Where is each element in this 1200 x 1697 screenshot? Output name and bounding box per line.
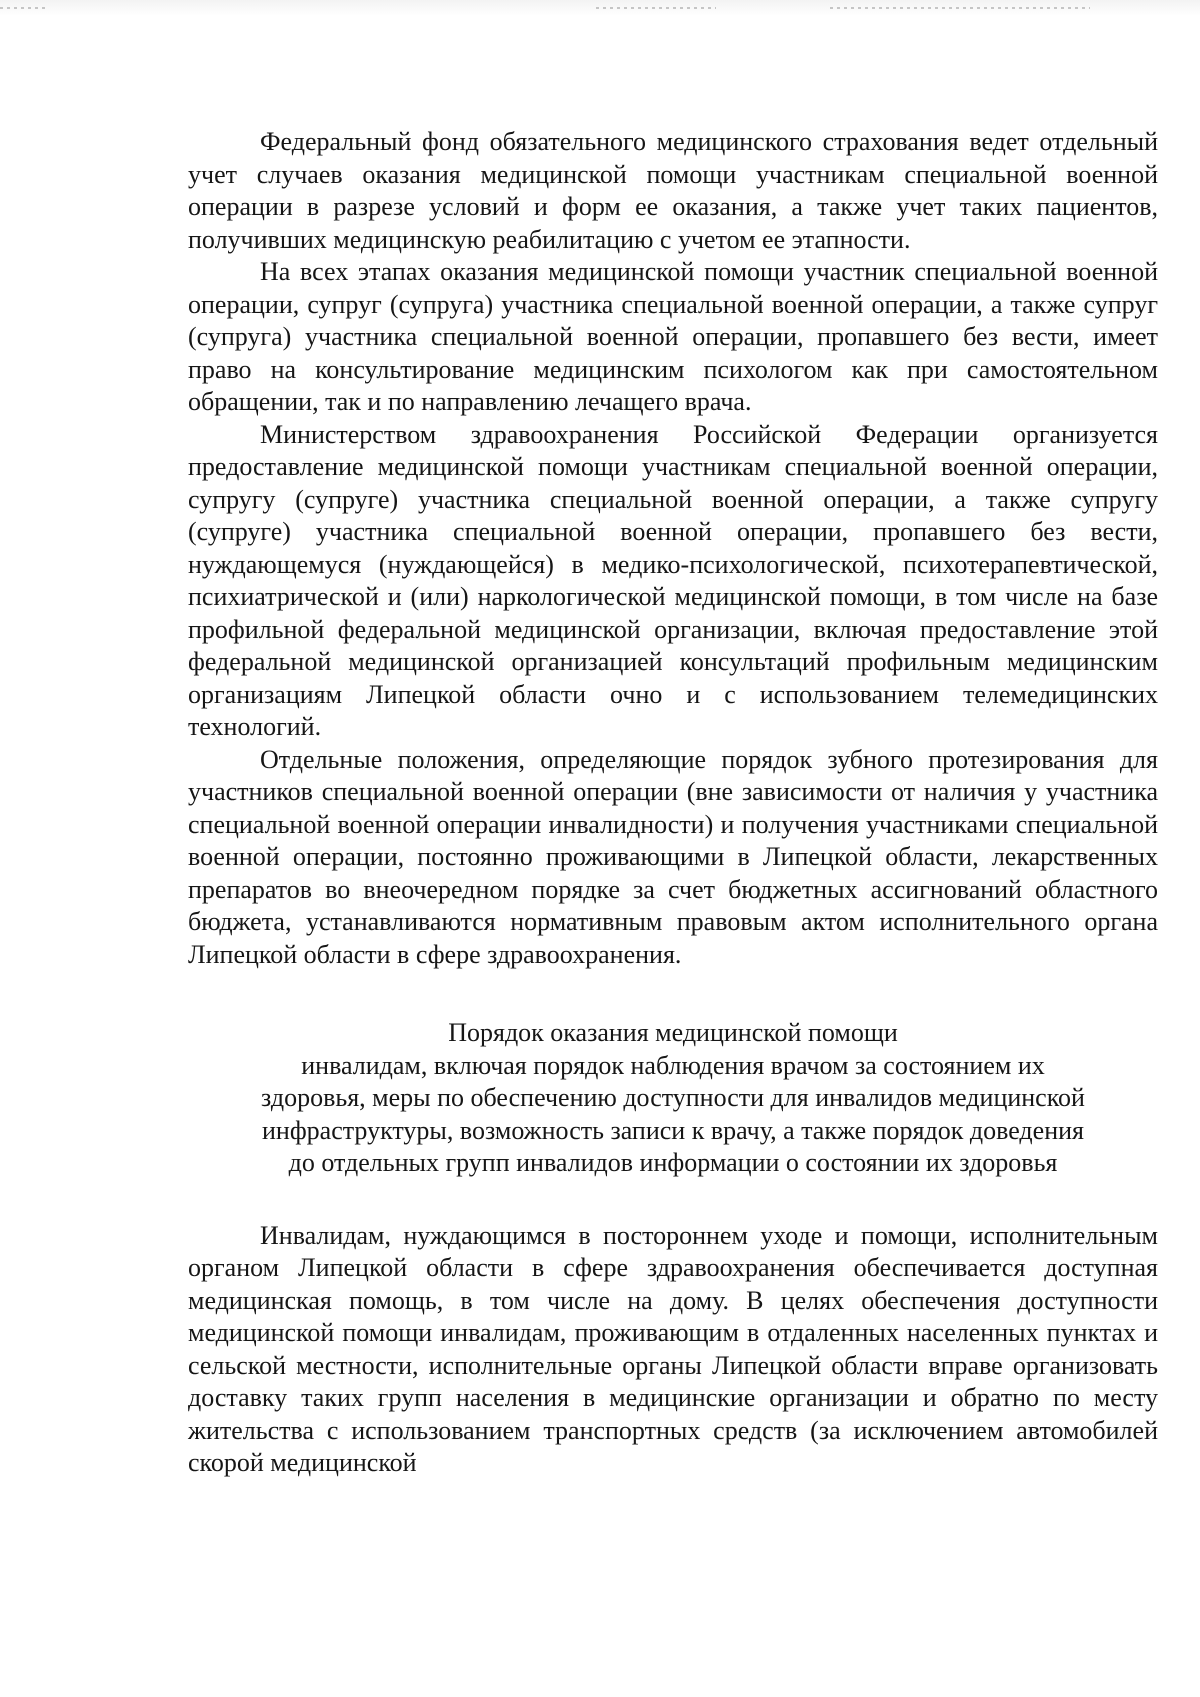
paragraph-ministry-health-care: Министерством здравоохранения Российской Федерации организуется предоставление медицинской помощи участникам специальной военной операции, супругу (супруге) участника специальной военной операции, а также супругу (супруге) участника специальной военной операции, пропавшего без вести, нуждающемуся (нуждающейся) в медико-психологической, психотерапевтической, психиатрической и (или) наркологической медицинской помощи, в том числе на базе профильной федеральной медицинской организации, включая предоставление этой федеральной медицинской организацией консультаций профильным медицинским организациям Липецкой области очно и с использованием телемедицинских технологий.	[188, 419, 1158, 741]
paragraph-disabled-care: Инвалидам, нуждающимся в постороннем уходе и помощи, исполнительным органом Липецкой области в сфере здравоохранения обеспечивается доступная медицинская помощь, в том числе на дому. В целях обеспечения доступности медицинской помощи инвалидам, проживающим в отдаленных населенных пунктах и сельской местности, исполнительные органы Липецкой области вправе организовать доставку таких групп населения в медицинские организации и обратно по месту жительства с использованием транспортных средств (за исключением автомобилей скорой медицинской	[188, 1220, 1158, 1477]
section-heading-line: инвалидам, включая порядок наблюдения врачом за состоянием их	[301, 1050, 1045, 1080]
paragraph-ffoms-accounting: Федеральный фонд обязательного медицинского страхования ведет отдельный учет случаев оказания медицинской помощи участникам специальной военной операции в разрезе условий и форм ее оказания, а также учет таких пациентов, получивших медицинскую реабилитацию с учетом ее этапности.	[188, 127, 1158, 254]
section-heading-line: инфраструктуры, возможность записи к врачу, а также порядок доведения	[262, 1115, 1084, 1145]
paragraph-dental-prosthetics: Отдельные положения, определяющие порядок зубного протезирования для участников специальной военной операции (вне зависимости от наличия у участника специальной военной операции инвалидности) и получения участниками специальной военной операции, постоянно проживающими в Липецкой области, лекарственных препаратов во внеочередном порядке за счет бюджетных ассигнований областного бюджета, устанавливаются нормативным правовым актом исполнительного органа Липецкой области в сфере здравоохранения.	[188, 744, 1158, 969]
scan-artifact-left	[0, 7, 48, 9]
scan-artifact-center	[596, 7, 716, 9]
section-heading-line: Порядок оказания медицинской помощи	[448, 1018, 898, 1047]
section-heading	[188, 1017, 1158, 1180]
section-heading-line: до отдельных групп инвалидов информации о состоянии их здоровья	[288, 1148, 1058, 1177]
paragraph-psychologist-consultation: На всех этапах оказания медицинской помощи участник специальной военной операции, супруг (супруга) участника специальной военной операции, а также супруг (супруга) участника специальной военной операции, пропавшего без вести, имеет право на консультирование медицинским психологом как при самостоятельном обращении, так и по направлению лечащего врача.	[188, 257, 1158, 416]
section-heading-line: здоровья, меры по обеспечению доступности для инвалидов медицинской	[261, 1083, 1085, 1112]
document-body	[188, 126, 1158, 1480]
scan-artifact-right	[830, 7, 1090, 9]
